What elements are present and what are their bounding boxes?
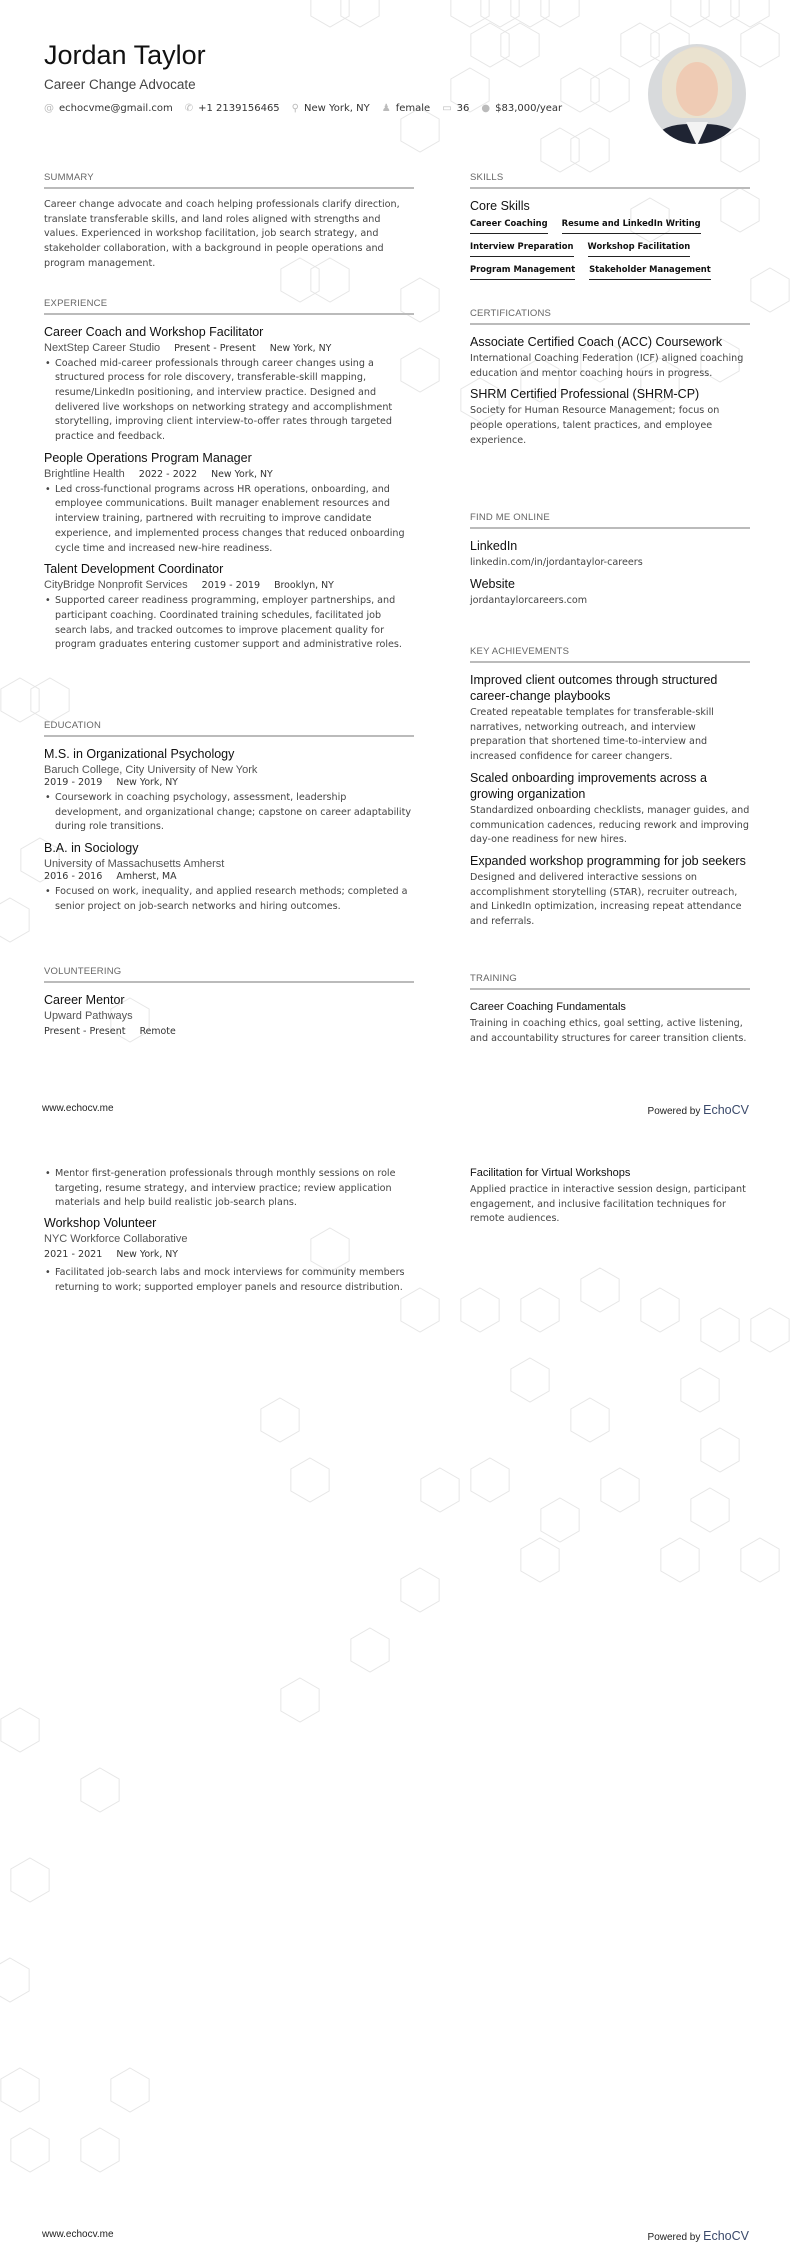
certification-desc: Society for Human Resource Management; focus on people operations, talent practices, and employee experience. [470, 405, 720, 446]
achievement-desc: Created repeatable templates for transferable-skill narratives, networking outreach, and interview preparation that shortened time-to-interview and increased confidence for career changers. [470, 707, 714, 763]
dates: Present - Present [174, 342, 256, 354]
training-title: Facilitation for Virtual Workshops [470, 1167, 631, 1179]
online-section [470, 512, 750, 613]
section-heading: TRAINING [470, 973, 750, 990]
section-heading: KEY ACHIEVEMENTS [470, 646, 750, 663]
bullet: • Facilitated job-search labs and mock interviews for community members returning to work; supported employer panels and resource distribution. [44, 1266, 414, 1295]
candidate-title: Career Change Advocate [44, 77, 196, 92]
location: Remote [139, 1026, 176, 1037]
resume-page-2 [0, 1123, 794, 2246]
summary-text: Career change advocate and coach helping professionals clarify direction, translate transferable skills, and land roles aligned with strengths and values. Experienced in workshop facilitation, job search strategy, and stakeholder collaboration, with a background in people operations and program management. [44, 199, 400, 269]
skill-tag: Stakeholder Management [589, 264, 711, 280]
education-section [44, 720, 414, 915]
location: New York, NY [269, 342, 332, 354]
link-label: LinkedIn [470, 539, 518, 553]
achievement-title: Improved client outcomes through structured career-change playbooks [470, 673, 718, 703]
bullet: • Supported career readiness programming, employer partnerships, and participant coaching. Coordinated training schedules, facilitated job search labs, and tracked outcomes to improve placement quality for program graduates entering customer support and administrative roles. [44, 594, 414, 653]
dates: 2019 - 2019 [201, 580, 261, 592]
experience-entry [44, 561, 414, 653]
dates: 2021 - 2021 [44, 1249, 103, 1261]
bullet: • Mentor first-generation professionals through monthly sessions on role targeting, resume strategy, and interview practice; review application materials and help build realistic job-search plans. [44, 1167, 414, 1211]
contact-phone[interactable]: ✆ +1 2139156465 [184, 103, 280, 114]
skill-group-title: Core Skills [470, 199, 530, 213]
job-title: Career Coach and Workshop Facilitator [44, 324, 264, 339]
company: CityBridge Nonprofit Services [44, 579, 188, 592]
right-column [470, 172, 750, 454]
person-icon: ♟ [381, 103, 391, 114]
dates: Present - Present [44, 1026, 126, 1037]
school: University of Massachusetts Amherst [44, 858, 225, 871]
left-column-lower [44, 720, 414, 920]
section-heading: SUMMARY [44, 172, 414, 189]
certification-title: Associate Certified Coach (ACC) Coursework [470, 335, 723, 349]
section-heading: CERTIFICATIONS [470, 308, 750, 325]
contact-age: ▭ 36 [442, 103, 470, 114]
skill-tag: Program Management [470, 264, 575, 280]
organization: Upward Pathways [44, 1010, 133, 1022]
training-desc: Training in coaching ethics, goal setting, active listening, and accountability structures for career transition clients. [470, 1018, 747, 1044]
calendar-icon: ▭ [442, 103, 452, 114]
certifications-section [470, 308, 750, 449]
skill-list [470, 218, 730, 280]
link-label: Website [470, 576, 515, 591]
phone-icon: ✆ [184, 103, 194, 114]
location: New York, NY [116, 1249, 179, 1261]
degree: B.A. in Sociology [44, 841, 139, 856]
education-entry [44, 746, 414, 835]
section-heading: VOLUNTEERING [44, 966, 414, 983]
achievement-desc: Standardized onboarding checklists, manager guides, and communication cadences, reducing rework and improving day-one readiness for new hires. [470, 804, 750, 846]
contact-salary: ● $83,000/year [481, 103, 563, 114]
echocv-logo: EchoCV [703, 2229, 749, 2243]
company: NextStep Career Studio [44, 341, 161, 354]
volunteer-title: Career Mentor [44, 993, 125, 1007]
training-desc: Applied practice in interactive session design, participant engagement, and inclusive facilitation techniques for remote audiences. [470, 1184, 746, 1225]
contact-bar [44, 103, 562, 114]
website-link[interactable]: jordantaylorcareers.com [470, 594, 588, 606]
certification-title: SHRM Certified Professional (SHRM-CP) [470, 387, 700, 402]
training-continued [470, 1165, 750, 1232]
footer-powered-by[interactable]: Powered by EchoCV [647, 1103, 749, 1117]
achievements-section [470, 646, 750, 935]
location: New York, NY [211, 468, 273, 480]
experience-section [44, 298, 414, 654]
achievement-title: Expanded workshop programming for job seekers [470, 853, 746, 868]
skills-section [470, 172, 750, 280]
school: Baruch College, City University of New York [44, 764, 258, 776]
skill-tag: Interview Preparation [470, 241, 574, 257]
candidate-name: Jordan Taylor [44, 40, 206, 70]
bullet: • Coached mid-career professionals through career changes using a structured process for role discovery, transferable-skill mapping, resume/LinkedIn positioning, and interview practice. Designed and delivered live workshops on networking strategy and accomplishment storytelling, improving client interview-to-offer rates through targeted practice and feedback. [44, 357, 414, 445]
experience-entry [44, 324, 414, 445]
profile-photo [648, 44, 746, 144]
achievement-desc: Designed and delivered interactive sessions on accomplishment storytelling (STAR), recruiter outreach, and LinkedIn optimization, increasing repeat attendance and referrals. [470, 871, 742, 928]
linkedin-link[interactable]: linkedin.com/in/jordantaylor-careers [470, 557, 643, 568]
job-title: People Operations Program Manager [44, 450, 252, 465]
contact-gender: ♟ female [381, 103, 431, 114]
section-heading: EDUCATION [44, 720, 414, 737]
dates: 2019 - 2019 [44, 777, 103, 788]
volunteer-title: Workshop Volunteer [44, 1216, 157, 1231]
skill-tag: Resume and LinkedIn Writing [562, 218, 701, 234]
location: Amherst, MA [116, 871, 177, 883]
location: Brooklyn, NY [274, 580, 334, 592]
contact-email[interactable]: @ echocvme@gmail.com [44, 103, 173, 114]
location-icon: ⚲ [291, 103, 299, 114]
section-heading: FIND ME ONLINE [470, 512, 750, 529]
job-title: Talent Development Coordinator [44, 562, 224, 577]
education-entry [44, 840, 414, 914]
training-section [470, 973, 750, 1051]
certification-desc: International Coaching Federation (ICF) aligned coaching education and mentor coaching hours in progress. [470, 353, 744, 379]
training-title: Career Coaching Fundamentals [470, 1001, 626, 1013]
footer-powered-by[interactable]: Powered by EchoCV [647, 2229, 749, 2243]
footer-site-link[interactable]: www.echocv.me [42, 1103, 114, 1114]
section-heading: SKILLS [470, 172, 750, 189]
skill-tag: Workshop Facilitation [588, 241, 691, 257]
dates: 2022 - 2022 [138, 468, 198, 480]
volunteering-continued [44, 1167, 414, 1296]
section-heading: EXPERIENCE [44, 298, 414, 315]
bullet: • Led cross-functional programs across HR operations, onboarding, and employee communications. Built manager enablement resources and interview training, partnered with recruiting to improve candidate experience, and implemented process changes that reduced onboarding cycle time and increased new-hire readiness. [44, 483, 414, 557]
volunteering-section [44, 966, 414, 1040]
location: New York, NY [116, 777, 179, 788]
at-icon: @ [44, 103, 54, 114]
footer-site-link[interactable]: www.echocv.me [42, 2229, 114, 2240]
money-icon: ● [481, 103, 491, 114]
bullet: • Focused on work, inequality, and applied research methods; completed a senior project on job-search networks and hiring outcomes. [44, 885, 414, 914]
summary-section [44, 172, 414, 272]
bullet: • Coursework in coaching psychology, assessment, leadership development, and organizational change; capstone on career adaptability during role transitions. [44, 791, 414, 835]
organization: NYC Workforce Collaborative [44, 1233, 188, 1246]
dates: 2016 - 2016 [44, 871, 103, 883]
left-column [44, 172, 414, 658]
contact-location: ⚲ New York, NY [291, 103, 370, 114]
company: Brightline Health [44, 467, 125, 480]
echocv-logo: EchoCV [703, 1103, 749, 1117]
achievement-title: Scaled onboarding improvements across a growing organization [470, 770, 707, 801]
skill-tag: Career Coaching [470, 218, 548, 234]
degree: M.S. in Organizational Psychology [44, 747, 235, 761]
experience-entry [44, 450, 414, 557]
